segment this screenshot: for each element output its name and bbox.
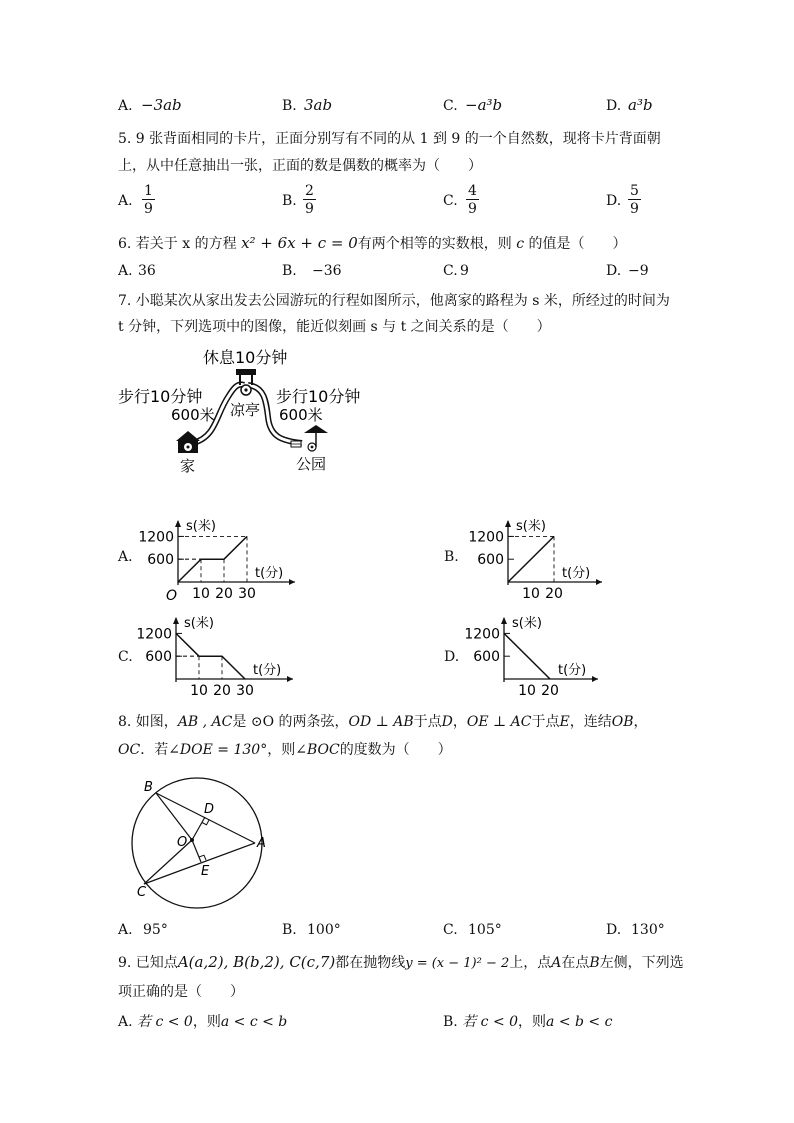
fraction: [466, 184, 479, 216]
y-axis-arrow: [175, 520, 181, 527]
x-tick-label: 20: [541, 683, 559, 699]
q6-stem-b: 有两个相等的实数根，则: [357, 236, 512, 252]
y-tick-label: 600: [477, 552, 504, 569]
option-letter: A.: [118, 549, 133, 565]
q7-stem-line1: 7. 小聪某次从家出发去公园游玩的行程如图所示，他离家的路程为 s 米，所经过的时间为: [118, 293, 670, 309]
option-text: 9: [460, 263, 469, 279]
x-tick-label: 10: [190, 683, 208, 699]
option-letter: C.: [443, 922, 458, 938]
option-letter: C.: [443, 98, 458, 114]
option-letter: C.: [118, 649, 133, 665]
option-text: a³b: [628, 96, 653, 114]
y-axis-arrow: [501, 617, 507, 624]
option-letter: B.: [282, 98, 297, 114]
q9-parabola: y = (x − 1)² − 2: [405, 956, 510, 971]
q8-stem-line1: [118, 711, 648, 731]
q8-stem-line2: [118, 739, 452, 759]
q8-e: 于点: [413, 714, 442, 730]
graph-c: [130, 612, 300, 702]
q8-f: D: [441, 714, 453, 730]
q9-points: A(a,2), B(b,2), C(c,7): [177, 953, 336, 971]
label-b: B: [144, 780, 153, 795]
y-axis-label: s(米): [186, 519, 216, 534]
option-letter: D.: [606, 263, 622, 279]
q9-b: 都在抛物线: [335, 955, 406, 971]
q9-e: 左侧，下列选: [599, 955, 684, 971]
option-letter: C.: [443, 263, 458, 279]
fraction: [303, 184, 316, 216]
option-text: 100°: [307, 922, 341, 938]
option-cond: 若 c < 0: [462, 1014, 519, 1030]
q8-p: ∠DOE = 130°: [168, 742, 268, 758]
label-e: E: [201, 864, 210, 879]
x-axis-arrow: [596, 579, 602, 585]
option-text: 36: [138, 263, 156, 279]
x-axis-label: t(分): [562, 566, 591, 581]
x-tick-label: 10: [518, 683, 536, 699]
q9-c: 上，点: [509, 955, 552, 971]
y-tick-label: 1200: [136, 626, 172, 643]
segment-od: [192, 817, 205, 840]
x-tick-label: 20: [215, 586, 233, 602]
chord-ab: [156, 793, 255, 843]
option-letter: D.: [606, 193, 622, 209]
option-letter: C.: [443, 193, 458, 209]
option-sep: ，则: [192, 1014, 221, 1030]
option-letter: D.: [606, 98, 622, 114]
dist-left-label: 600米: [171, 406, 215, 424]
origin-label: O: [166, 588, 178, 604]
x-tick-label: 20: [213, 683, 231, 699]
graph-d: [456, 612, 606, 702]
y-tick-label: 1200: [468, 529, 504, 546]
q8-a: 8. 如图，: [118, 714, 178, 730]
q9-stem-line1: [118, 952, 684, 972]
option-letter: B.: [282, 922, 297, 938]
x-axis-label: t(分): [558, 663, 587, 678]
denominator: 9: [468, 201, 477, 217]
q8-i: 于点: [531, 714, 560, 730]
label-a: A: [257, 836, 266, 851]
numerator: 4: [468, 183, 477, 199]
denominator: 9: [144, 201, 153, 217]
q5-stem-line2: 上，从中任意抽出一张，正面的数是偶数的概率为（ ）: [118, 158, 482, 174]
q8-q: ，则: [267, 742, 296, 758]
dist-right-label: 600米: [279, 406, 323, 424]
option-text: −36: [312, 263, 342, 279]
y-tick-label: 1200: [464, 626, 500, 643]
q8-o: ．若: [140, 742, 169, 758]
q6-stem: [118, 233, 627, 253]
option-letter: B.: [282, 263, 297, 279]
x-axis-arrow: [592, 676, 598, 682]
option-letter: B.: [443, 1014, 458, 1030]
pavilion-icon: [236, 369, 256, 395]
q8-b: AB , AC: [177, 714, 233, 730]
graph-a: [138, 515, 298, 605]
walk-right-label: 步行10分钟: [276, 387, 361, 406]
q8-r: ∠BOC: [295, 742, 340, 758]
option-letter: D.: [606, 922, 622, 938]
option-cond: 若 c < 0: [137, 1014, 193, 1030]
rest-label: 休息10分钟: [203, 348, 288, 367]
q8-k: ，连结: [569, 714, 612, 730]
numerator: 1: [144, 183, 153, 199]
q9-pb: B: [589, 955, 600, 971]
q7-stem-line2: t 分钟，下列选项中的图像，能近似刻画 s 与 t 之间关系的是（ ）: [118, 319, 551, 335]
denominator: 9: [630, 201, 639, 217]
circle-o: [132, 778, 262, 908]
y-axis-arrow: [173, 617, 179, 624]
graph-b: [466, 515, 606, 605]
park-label: 公园: [296, 455, 327, 473]
option-text: 3ab: [304, 96, 333, 114]
q6-stem-a: 6. 若关于 x 的方程: [118, 236, 237, 252]
option-letter: A.: [118, 98, 133, 114]
option-result: a < c < b: [220, 1014, 288, 1030]
label-d: D: [204, 802, 215, 817]
option-text: −3ab: [141, 96, 182, 114]
q8-l: OB: [611, 714, 634, 730]
option-text: −a³b: [465, 96, 503, 114]
option-letter: A.: [118, 1014, 133, 1030]
q9-pa: A: [551, 955, 562, 971]
x-tick-label: 10: [192, 586, 210, 602]
q8-j: E: [559, 714, 570, 730]
option-letter: A.: [118, 193, 133, 209]
q9-stem-line2: 项正确的是（ ）: [118, 984, 244, 1000]
fraction: [142, 184, 155, 216]
option-letter: B.: [282, 193, 297, 209]
q9-option-b: [443, 1011, 612, 1031]
q8-n: OC: [118, 742, 141, 758]
x-tick-label: 20: [545, 586, 563, 602]
circle-figure: [122, 772, 282, 908]
park-icon: [291, 425, 328, 451]
y-tick-label: 600: [147, 552, 174, 569]
y-axis-label: s(米): [516, 519, 546, 534]
q8-c: 是 ⊙O 的两条弦，: [232, 714, 349, 730]
y-tick-label: 1200: [138, 529, 174, 546]
q8-m: ，: [633, 714, 648, 730]
y-axis-label: s(米): [184, 616, 214, 631]
y-axis-arrow: [505, 520, 511, 527]
q8-h: OE ⊥ AC: [466, 714, 532, 730]
center-point: [190, 838, 194, 842]
series-line: [508, 536, 554, 582]
fraction: [628, 184, 641, 216]
walk-left-label: 步行10分钟: [118, 387, 203, 406]
q9-option-a: [118, 1011, 287, 1031]
label-o: O: [177, 835, 188, 850]
home-label: 家: [180, 457, 196, 475]
x-axis-arrow: [287, 676, 293, 682]
option-result: a < b < c: [546, 1014, 613, 1030]
segment-oe: [192, 840, 201, 862]
x-axis-label: t(分): [255, 566, 284, 581]
option-letter: A.: [118, 263, 133, 279]
y-axis-label: s(米): [512, 616, 542, 631]
route-diagram: [116, 345, 386, 477]
numerator: 5: [630, 183, 639, 199]
segment-ob: [156, 793, 192, 840]
q8-s: 的度数为（ ）: [339, 742, 452, 758]
option-text: 105°: [468, 922, 502, 938]
numerator: 2: [305, 183, 314, 199]
option-text: 95°: [143, 922, 168, 938]
series-line: [504, 633, 550, 679]
home-icon: [176, 431, 200, 453]
label-c: C: [137, 885, 147, 900]
q9-d: 在点: [561, 955, 590, 971]
x-tick-label: 30: [236, 683, 254, 699]
q6-equation: x² + 6x + c = 0: [241, 234, 358, 252]
option-text: −9: [628, 263, 649, 279]
x-axis-label: t(分): [253, 663, 282, 678]
x-axis-arrow: [289, 579, 295, 585]
pavilion-label: 凉亭: [230, 401, 261, 419]
y-tick-label: 600: [145, 649, 172, 666]
x-tick-label: 30: [238, 586, 256, 602]
y-tick-label: 600: [473, 649, 500, 666]
q5-stem-line1: 5. 9 张背面相同的卡片，正面分别写有不同的从 1 到 9 的一个自然数，现将卡片背面朝: [118, 131, 661, 147]
chord-ac: [144, 843, 255, 884]
option-letter: A.: [118, 922, 133, 938]
q6-stem-c: 的值是（ ）: [528, 236, 627, 252]
q9-a: 9. 已知点: [118, 955, 178, 971]
option-sep: ，则: [518, 1014, 547, 1030]
option-letter: D.: [444, 649, 460, 665]
option-letter: B.: [444, 549, 459, 565]
q6-var: c: [516, 236, 525, 252]
denominator: 9: [305, 201, 314, 217]
x-tick-label: 10: [522, 586, 540, 602]
q8-d: OD ⊥ AB: [348, 714, 414, 730]
q8-g: ，: [452, 714, 467, 730]
option-text: 130°: [631, 922, 665, 938]
